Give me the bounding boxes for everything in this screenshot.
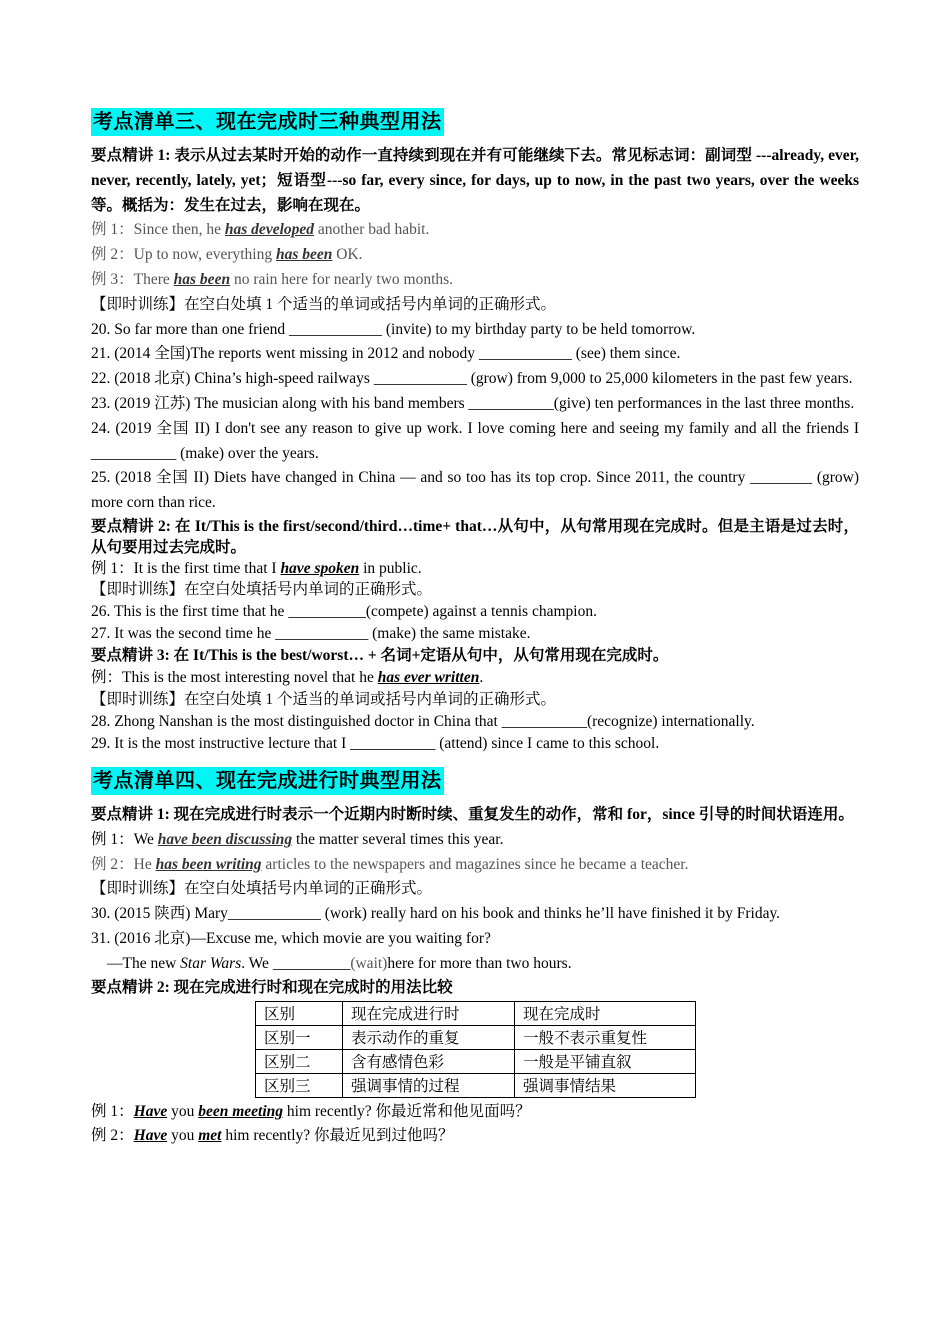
example-emphasis: Have bbox=[133, 1102, 168, 1120]
example-post: articles to the newspapers and magazines since he became a teacher. bbox=[261, 855, 689, 873]
example-post: OK. bbox=[332, 246, 363, 264]
drill-instruction-4: 【即时训练】在空白处填括号内单词的正确形式。 bbox=[91, 880, 433, 898]
example-emphasis: been meeting bbox=[198, 1102, 284, 1120]
drill-instruction: 【即时训练】在空白处填 1 个适当的单词或括号内单词的正确形式。 bbox=[91, 295, 557, 313]
exercise-29: 29. It is the most instructive lecture that I ___________ (attend) since I came to this school. bbox=[91, 734, 660, 752]
example-prefix: 例 2： bbox=[91, 246, 134, 264]
example-post: him recently? 你最近常和他见面吗？ bbox=[283, 1102, 531, 1120]
example-1 bbox=[91, 218, 859, 243]
example-post: him recently? 你最近见到过他吗？ bbox=[221, 1127, 454, 1145]
table-cell: 区别一 bbox=[256, 1025, 343, 1049]
section3-point2 bbox=[91, 516, 859, 558]
example-emphasis: has developed bbox=[224, 221, 315, 239]
example-prefix: 例 2： bbox=[91, 855, 134, 873]
compare-example-1 bbox=[91, 1100, 859, 1125]
example-3 bbox=[91, 268, 859, 293]
section3-point3 bbox=[91, 645, 859, 667]
example-post: in public. bbox=[359, 559, 422, 577]
point2-text: 在 It/This is the first/second/third…time+ that…从句中，从句常用现在完成时。但是主语是过去时，从句要用过去完成时。 bbox=[91, 517, 860, 556]
point1-text: 表示从过去某时开始的动作一直持续到现在并有可能继续下去。常见标志词：副词型 ---already, ever, never, recently, lately, yet；短语型---so far, every since, for days, up to now, in the past two years, over the weeks 等。概括为：发生在过去，影响在现在。 bbox=[91, 147, 860, 214]
point2-label: 要点精讲 2: bbox=[91, 517, 171, 535]
example-pre: He bbox=[133, 855, 156, 873]
compare-example-2 bbox=[91, 1124, 859, 1149]
s4-example-2 bbox=[91, 853, 859, 878]
exercise-23: 23. (2019 江苏) The musician along with his band members ___________(give) ten performances in the last three months. bbox=[91, 394, 855, 412]
comparison-table bbox=[255, 1001, 696, 1098]
point1-label: 要点精讲 1: bbox=[91, 147, 171, 164]
exercise-21: 21. (2014 全国)The reports went missing in 2012 and nobody ____________ (see) them since. bbox=[91, 345, 681, 363]
section4-heading-wrap bbox=[91, 767, 859, 795]
exercise-20: 20. So far more than one friend ____________ (invite) to my birthday party to be held tomorrow. bbox=[91, 320, 696, 338]
section4-point2 bbox=[91, 977, 859, 999]
example-pre: We bbox=[133, 830, 158, 848]
point3-label: 要点精讲 3: bbox=[91, 646, 170, 664]
exercise-27: 27. It was the second time he ____________ (make) the same mistake. bbox=[91, 624, 531, 642]
example-prefix: 例 2： bbox=[91, 1127, 134, 1145]
table-cell: 含有感情色彩 bbox=[343, 1049, 515, 1073]
section3-point1 bbox=[91, 144, 859, 218]
table-row bbox=[256, 1049, 696, 1073]
point2-text: 现在完成进行时和现在完成时的用法比较 bbox=[173, 978, 453, 996]
point1-text: 现在完成进行时表示一个近期内时断时续、重复发生的动作，常和 for，since 引导的时间状语连用。 bbox=[173, 805, 854, 823]
exercise-26: 26. This is the first time that he __________(compete) against a tennis champion. bbox=[91, 602, 597, 620]
table-row bbox=[256, 1073, 696, 1097]
table-header-cell: 现在完成时 bbox=[515, 1001, 696, 1025]
s4-example-1 bbox=[91, 828, 859, 853]
section4-heading: 考点清单四、现在完成进行时典型用法 bbox=[91, 767, 444, 795]
point1-label: 要点精讲 1: bbox=[91, 805, 170, 823]
example-prefix: 例 1： bbox=[91, 1102, 134, 1120]
drill-instruction-2: 【即时训练】在空白处填括号内单词的正确形式。 bbox=[91, 580, 433, 598]
exercise-30: 30. (2015 陕西) Mary____________ (work) really hard on his book and thinks he’ll have finished it by Friday. bbox=[91, 905, 781, 923]
example-2 bbox=[91, 243, 859, 268]
point2-label: 要点精讲 2: bbox=[91, 978, 170, 996]
answer-hint: (wait) bbox=[350, 954, 388, 972]
answer-post: here for more than two hours. bbox=[387, 954, 572, 972]
answer-pre: —The new bbox=[107, 954, 181, 972]
table-cell: 一般是平铺直叙 bbox=[515, 1049, 696, 1073]
example-pre: There bbox=[133, 270, 174, 288]
example-pre: This is the most interesting novel that he bbox=[122, 668, 378, 686]
exercise-25: 25. (2018 全国 II) Diets have changed in China — and so too has its top crop. Since 2011, the country ________ (grow) more corn than rice. bbox=[91, 469, 859, 512]
example-prefix: 例 1： bbox=[91, 830, 134, 848]
example-emphasis: has been bbox=[276, 246, 333, 264]
example-prefix: 例 1： bbox=[91, 221, 134, 239]
table-cell: 强调事情结果 bbox=[515, 1073, 696, 1097]
movie-title: Star Wars bbox=[180, 954, 242, 972]
table-cell: 区别二 bbox=[256, 1049, 343, 1073]
exercise-28: 28. Zhong Nanshan is the most distinguished doctor in China that ___________(recognize) internationally. bbox=[91, 712, 755, 730]
section3-heading: 考点清单三、现在完成时三种典型用法 bbox=[91, 108, 444, 136]
example-emphasis: has ever written bbox=[377, 668, 480, 686]
table-cell: 强调事情的过程 bbox=[343, 1073, 515, 1097]
example-mid: you bbox=[167, 1102, 199, 1120]
example-prefix: 例 3： bbox=[91, 270, 134, 288]
exercise-22: 22. (2018 北京) China’s high-speed railways ____________ (grow) from 9,000 to 25,000 kilometers in the past few years. bbox=[91, 370, 853, 388]
table-cell: 区别三 bbox=[256, 1073, 343, 1097]
table-row bbox=[256, 1025, 696, 1049]
example-pre: Since then, he bbox=[133, 221, 225, 239]
table-header-cell: 现在完成进行时 bbox=[343, 1001, 515, 1025]
example-emphasis: met bbox=[198, 1127, 222, 1145]
example-pre: It is the first time that I bbox=[133, 559, 281, 577]
example-post: another bad habit. bbox=[314, 221, 430, 239]
point3-text: 在 It/This is the best/worst… + 名词+定语从句中，从句常用现在完成时。 bbox=[173, 646, 669, 664]
exercise-31-question: 31. (2016 北京)—Excuse me, which movie are you waiting for? bbox=[91, 929, 491, 947]
table-cell: 一般不表示重复性 bbox=[515, 1025, 696, 1049]
table-header-cell: 区别 bbox=[256, 1001, 343, 1025]
example-emphasis: has been bbox=[173, 270, 231, 288]
example-post: . bbox=[479, 668, 484, 686]
answer-mid: . We __________ bbox=[241, 954, 351, 972]
example-emphasis: Have bbox=[133, 1127, 168, 1145]
example-emphasis: has been writing bbox=[155, 855, 262, 873]
table-header-row bbox=[256, 1001, 696, 1025]
drill-instruction-3: 【即时训练】在空白处填 1 个适当的单词或括号内单词的正确形式。 bbox=[91, 690, 557, 708]
point2-example bbox=[91, 558, 859, 579]
point3-example bbox=[91, 667, 859, 689]
example-post: the matter several times this year. bbox=[292, 830, 504, 848]
section4-point1 bbox=[91, 803, 859, 828]
example-post: no rain here for nearly two months. bbox=[230, 270, 454, 288]
example-emphasis: have been discussing bbox=[157, 830, 293, 848]
table-cell: 表示动作的重复 bbox=[343, 1025, 515, 1049]
example-mid: you bbox=[167, 1127, 199, 1145]
example-prefix: 例 1： bbox=[91, 559, 134, 577]
example-emphasis: have spoken bbox=[280, 559, 360, 577]
example-prefix: 例： bbox=[91, 668, 123, 686]
exercise-24: 24. (2019 全国 II) I don't see any reason to give up work. I love coming here and seeing my family and all the friends I ___________ (make) over the years. bbox=[91, 419, 859, 462]
document-page bbox=[91, 108, 859, 1149]
exercise-31-answer bbox=[91, 952, 859, 977]
section3-heading-wrap bbox=[91, 108, 859, 136]
example-pre: Up to now, everything bbox=[133, 246, 276, 264]
